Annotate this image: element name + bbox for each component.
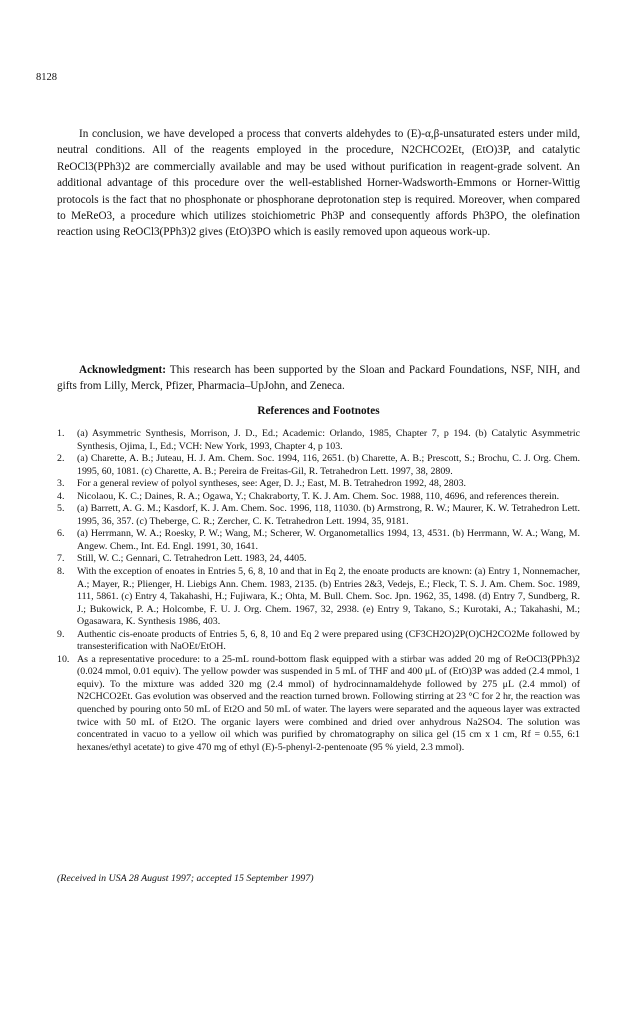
- reference-item: [57, 503, 580, 528]
- received-note: (Received in USA 28 August 1997; accepted 15 September 1997): [57, 873, 314, 884]
- references-heading: References and Footnotes: [257, 405, 380, 417]
- conclusion-paragraph: In conclusion, we have developed a process that converts aldehydes to (E)-α,β-unsaturated esters under mild, neutral conditions. All of the reagents employed in the procedure, N2CHCO2Et, (EtO)3P, and catalytic ReOCl3(PPh3)2 are commercially available and may be used without purification in reagent-grade solvent. An additional advantage of this procedure over the well-established Horner-Wadsworth-Emmons or Horner-Wittig protocols is the fact that no phosphonate or phosphorane deprotonation step is required. Moreover, when compared to MeReO3, a procedure which utilizes stoichiometric Ph3P and consequently affords Ph3PO, the olefination reaction using ReOCl3(PPh3)2 gives (EtO)3PO which is easily removed upon aqueous work-up.: [57, 128, 580, 239]
- reference-number: 8.: [57, 566, 65, 578]
- reference-item: [57, 654, 580, 754]
- reference-item: [57, 566, 580, 629]
- page-number: 8128: [36, 72, 57, 83]
- acknowledgment-paragraph: [57, 362, 580, 395]
- reference-item: [57, 428, 580, 453]
- reference-item: [57, 491, 580, 504]
- reference-text: (a) Barrett, A. G. M.; Kasdorf, K. J. Am. Chem. Soc. 1996, 118, 11030. (b) Armstrong, R. W.; Maurer, K. W. Tetrahedron Lett. 1995, 36, 357. (c) Theberge, C. R.; Zercher, C. K. Tetrahedron Lett. 1994, 35, 9181.: [77, 503, 580, 527]
- reference-number: 1.: [57, 428, 65, 439]
- reference-text: For a general review of polyol syntheses, see: Ager, D. J.; East, M. B. Tetrahedron 1992, 48, 2803.: [77, 478, 466, 490]
- reference-text: (a) Charette, A. B.; Juteau, H. J. Am. Chem. Soc. 1994, 116, 2651. (b) Charette, A. B.; Prescott, S.; Brochu, C. J. Org. Chem. 1995, 60, 1081. (c) Charette, A. B.; Pereira de Freitas-Gil, R. Tetrahedron Lett. 1997, 38, 2809.: [77, 453, 580, 477]
- reference-text: With the exception of enoates in Entries 5, 6, 8, 10 and that in Eq 2, the enoate products are known: (a) Entry 1, Nonnemacher, A.; Mayer, R.; Plienger, H. Liebigs Ann. Chem. 1983, 2135. (b) Entries 2&3, Vedejs, E.; Fleck, T. S. J. Am. Chem. Soc. 1989, 111, 5861. (c) Entry 4, Takahashi, H.; Fujiwara, K.; Ohta, M. Bull. Chem. Soc. Jpn. 1962, 35, 1498. (d) Entry 7, Sundberg, R. J.; Bukowick, P. A.; Holcombe, F. U. J. Org. Chem. 1967, 32, 2938. (e) Entry 9, Takano, S.; Kurotaki, A.; Takahashi, M.; Ogasawara, K. Synthesis 1986, 403.: [77, 566, 580, 628]
- reference-item: [57, 453, 580, 478]
- reference-item: [57, 478, 580, 491]
- reference-number: 10.: [57, 653, 70, 665]
- reference-item: [57, 629, 580, 654]
- reference-number: 4.: [57, 490, 65, 502]
- references-list: [57, 428, 580, 754]
- reference-number: 7.: [57, 553, 65, 565]
- reference-number: 9.: [57, 628, 65, 640]
- reference-text: Authentic cis-enoate products of Entries 5, 6, 8, 10 and Eq 2 were prepared using (CF3CH2O)2P(O)CH2CO2Me followed by transesterification with NaOEt/EtOH.: [77, 628, 580, 653]
- reference-number: 3.: [57, 478, 65, 490]
- reference-number: 6.: [57, 528, 65, 540]
- reference-text: (a) Asymmetric Synthesis, Morrison, J. D., Ed.; Academic: Orlando, 1985, Chapter 7, p 194. (b) Catalytic Asymmetric Synthesis, Ojima, I., Ed.; VCH: New York, 1993, Chapter 4, p 103.: [77, 428, 580, 452]
- acknowledgment-text: This research has been supported by the Sloan and Packard Foundations, NSF, NIH, and gifts from Lilly, Merck, Pfizer, Pharmacia–UpJohn, and Zeneca.: [57, 364, 580, 393]
- reference-number: 2.: [57, 453, 65, 465]
- reference-text: Nicolaou, K. C.; Daines, R. A.; Ogawa, Y.; Chakraborty, T. K. J. Am. Chem. Soc. 1988, 110, 4696, and references therein.: [77, 490, 560, 502]
- reference-text: (a) Herrmann, W. A.; Roesky, P. W.; Wang, M.; Scherer, W. Organometallics 1994, 13, 4531. (b) Herrmann, W. A.; Wang, M. Angew. Chem., Int. Ed. Engl. 1991, 30, 1641.: [77, 528, 580, 552]
- reference-number: 5.: [57, 503, 65, 515]
- reference-item: [57, 528, 580, 553]
- acknowledgment-label: Acknowledgment:: [79, 364, 167, 376]
- reference-text: As a representative procedure: to a 25-mL round-bottom flask equipped with a stirbar was added 20 mg of ReOCl3(PPh3)2 (0.024 mmol, 0.01 equiv). The yellow powder was suspended in 5 mL of THF and 400 μL of (EtO)3P was added (2.4 mmol, 1 equiv). To the mixture was added 320 mg (2.4 mmol) of hydrocinnamaldehyde followed by 275 μL (2.4 mmol) of N2CHCO2Et. Gas evolution was observed and the reaction turned brown. Following stirring at 23 °C for 2 hr, the reaction was quenched by pouring onto 50 mL of Et2O and 50 mL of water. The layers were separated and the aqueous layer was extracted twice with 50 mL of Et2O. The organic layers were combined and dried over anhydrous Na2SO4. The solution was concentrated in vacuo to a yellow oil which was purified by chromatography on silica gel (15 cm x 1 cm, Rf = 0.55, 6:1 hexanes/ethyl acetate) to give 470 mg of ethyl (E)-5-phenyl-2-pentenoate (95 % yield, 2.3 mmol).: [77, 653, 580, 753]
- reference-item: [57, 553, 580, 566]
- reference-text: Still, W. C.; Gennari, C. Tetrahedron Lett. 1983, 24, 4405.: [77, 553, 307, 565]
